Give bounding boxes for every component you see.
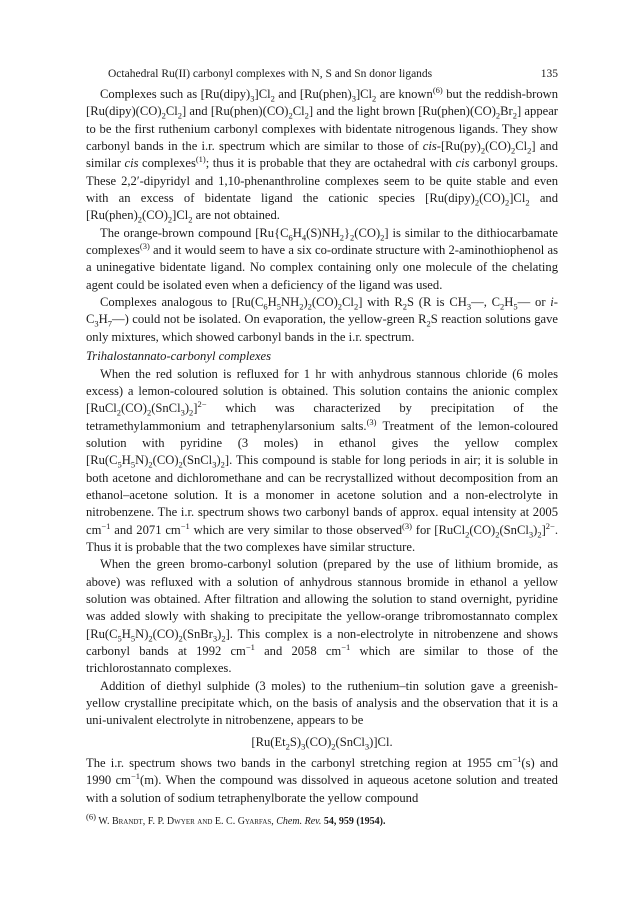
paragraph-1: Complexes such as $[Ru(dipy)_3]Cl_2$ and $[Ru(phen)_3]Cl_2$ are known$^{(6)}$ but the reddish-brown $[Ru(dipy)(CO)_2Cl_2]$ and $[Ru(phen)(CO)_2Cl_2]$ and the light brown $[Ru(phen)(CO)_2Br_2]$ appear to be the first ruthenium carbonyl complexes with bidentate nitrogenous ligands. They show carbonyl bands in the i.r. spectrum which are similar to those of cis-$[Ru(py)_2(CO)_2Cl_2]$ and similar cis complexes$^{(1)}$; thus it is probable that they are octahedral with cis carbonyl groups. These 2,2′-dipyridyl and 1,10-phenanthroline complexes seem to be quite stable and even with an excess of bidentate ligand the cationic species $[Ru(dipy)_2(CO)_2]Cl_2$ and $[Ru(phen)_2(CO)_2]Cl_2$ are not obtained. <box>86 84 559 225</box>
footnote-marker: (6) <box>86 811 96 822</box>
paragraph-4: When the red solution is refluxed for 1 hr with anhydrous stannous chloride (6 moles excess) a lemon-coloured solution is obtained. This solution contains the anionic complex $[RuCl_2(CO)_2(SnCl_3)_2]^{2-}$ which was characterized by precipitation of the tetramethylammonium and tetraphenylarsonium salts.$^{(3)}$ Treatment of the lemon-coloured solution with pyridine (3 moles) in ethanol gives the yellow complex $[Ru(C_5H_5N)_2(CO)_2(SnCl_3)_2]$. This compound is stable for long periods in air; it is soluble in both acetone and dichloromethane and can be recrystallized without decomposition from an ethanol–acetone solution. It is a monomer in acetone solution and a non-electrolyte in nitrobenzene. The i.r. spectrum shows two carbonyl bands of approx. equal intensity at 2005 $cm^{-1}$ and 2071 $cm^{-1}$ which are very similar to those observed$^{(3)}$ for $[RuCl_2(CO)_2(SnCl_3)_2]^{2-}$. Thus it is probable that the two complexes have similar structure. <box>86 366 559 554</box>
page-number: 135 <box>540 68 558 80</box>
running-head <box>86 66 558 86</box>
footnote-rest: 54, 959 (1954). <box>321 816 386 828</box>
running-title: Octahedral Ru(II) carbonyl complexes with N, S and Sn donor ligands <box>108 68 433 80</box>
paragraph-5: When the green bromo-carbonyl solution (prepared by the use of lithium bromide, as above) was refluxed with a solution of anhydrous stannous bromide in ethanol a yellow solution was obtained. After filtration and allowing the solution to stand overnight, pyridine was added slowly with shaking to precipitate the yellow-orange tribromostannato complex $[Ru(C_5H_5N)_2(CO)_2(SnBr_3)_2]$. This complex is a non-electrolyte in nitrobenzene and shows carbonyl bands at 1992 $cm^{-1}$ and 2058 $cm^{-1}$ which are similar to those of the trichlorostannato complexes. <box>86 557 558 676</box>
paragraph-7: The i.r. spectrum shows two bands in the carbonyl stretching region at 1955 $cm^{-1}(s)$ and 1990 $cm^{-1}(m)$. When the compound was dissolved in aqueous acetone solution and treated with a solution of sodium tetraphenylborate the yellow compound <box>86 753 559 805</box>
footnote-journal: Chem. Rev. <box>276 816 322 828</box>
footnote-authors: W. Brandt, F. P. Dwyer and E. C. Gyarfas, <box>98 816 274 828</box>
footnote <box>86 811 558 828</box>
paragraph-2: The orange-brown compound $[Ru\{C_6H_4(S)NH_2\}_2(CO)_2]$ is similar to the dithiocarbamate complexes$^{(3)}$ and it would seem to have a six co-ordinate structure with 2-aminothiophenol as a uninegative bidentate ligand. No complex containing only one molecule of the chelating agent could be isolated even when a deficiency of the ligand was used. <box>86 225 558 292</box>
section-heading: Trihalostannato-carbonyl complexes <box>86 349 272 364</box>
paragraph-6: Addition of diethyl sulphide (3 moles) to the ruthenium–tin solution gave a greenish-yellow crystalline precipitate which, on the basis of analysis and the observation that it is a uni-univalent electrolyte in nitrobenzene, appears to be <box>86 678 558 728</box>
journal-page <box>86 66 558 828</box>
paragraph-3: Complexes analogous to $[Ru(C_6H_5NH_2)_2(CO)_2Cl_2]$ with $R_2S$ (R is $CH_3—$, $C_2H_5—$ or $i-C_3H_7—$) could not be isolated. On evaporation, the yellow-green $R_2S$ reaction solutions gave only mixtures, which showed carbonyl bands in the i.r. spectrum. <box>86 295 559 344</box>
formula-display: $[Ru(Et_2S)_3(CO)_2(SnCl_3)]Cl$. <box>251 734 393 752</box>
